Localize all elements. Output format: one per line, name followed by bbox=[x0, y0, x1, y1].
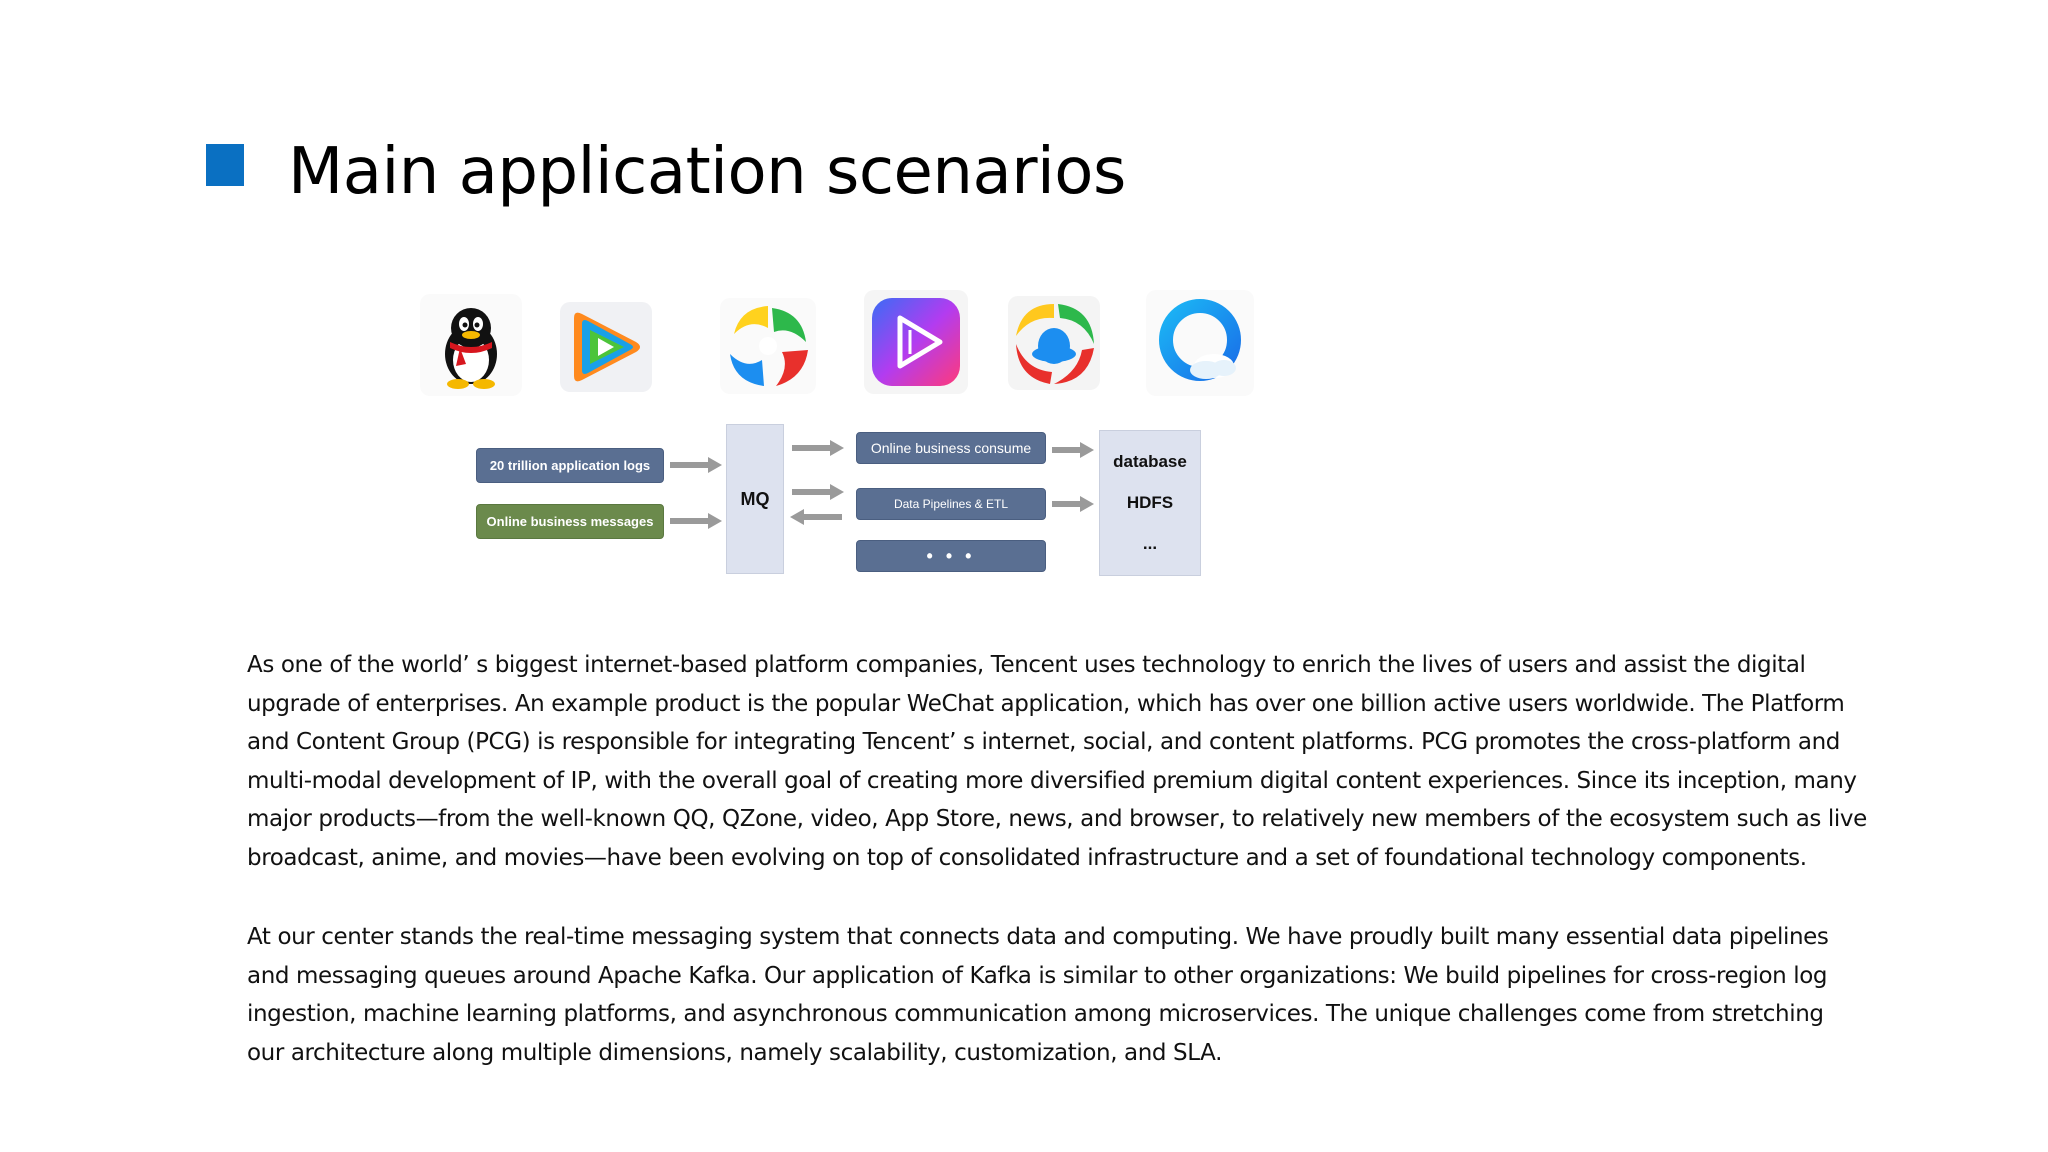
app-store-icon bbox=[720, 298, 816, 394]
arrow-mq-to-online-consume bbox=[792, 439, 844, 457]
weishi-video-icon bbox=[864, 290, 968, 394]
qq-penguin-icon bbox=[420, 294, 522, 396]
storage-hdfs: HDFS bbox=[1126, 493, 1174, 512]
consumer-online-business-consume: Online business consume bbox=[856, 432, 1046, 464]
storage-more: ... bbox=[1142, 534, 1158, 553]
arrow-pipelines-to-storage bbox=[1052, 495, 1094, 513]
consumer-more: • • • bbox=[856, 540, 1046, 572]
arrow-mq-to-pipelines bbox=[792, 483, 844, 501]
title-bullet-square bbox=[206, 144, 244, 186]
qq-browser-icon bbox=[1146, 290, 1254, 396]
mq-column bbox=[726, 424, 784, 574]
tencent-video-icon bbox=[560, 302, 652, 392]
intro-paragraph: As one of the world’ s biggest internet-based platform companies, Tencent uses technology to enrich the lives of users and assist the digital upgrade of enterprises. An example product is the popular WeChat application, which has over one billion active users worldwide. The Platform and Content Group (PCG) is responsible for integrating Tencent’ s internet, social, and content platforms. PCG promotes the cross-platform and multi-modal development of IP, with the overall goal of creating more diversified premium digital content experiences. Since its inception, many major products—from the well-known QQ, QZone, video, App Store, news, and browser, to relatively new members of the ecosystem such as live broadcast, anime, and movies—have been evolving on top of consolidated infrastructure and a set of foundational technology components. bbox=[247, 652, 1867, 871]
arrow-pipelines-to-mq bbox=[790, 508, 842, 526]
input-online-business-messages: Online business messages bbox=[476, 504, 664, 539]
consumer-data-pipelines-etl: Data Pipelines & ETL bbox=[856, 488, 1046, 520]
arrow-messages-to-mq bbox=[670, 512, 722, 530]
arrow-consume-to-storage bbox=[1052, 441, 1094, 459]
page-title: Main application scenarios bbox=[288, 135, 1126, 209]
kafka-paragraph: At our center stands the real-time messaging system that connects data and computing. We have proudly built many essential data pipelines and messaging queues around Apache Kafka. Our application of Kafka is similar to other organizations: We build pipelines for cross-region log ingestion, machine learning platforms, and asynchronous communication among microservices. The unique challenges come from stretching our architecture along multiple dimensions, namely scalability, customization, and SLA. bbox=[247, 924, 1829, 1066]
input-application-logs: 20 trillion application logs bbox=[476, 448, 664, 483]
mq-label: MQ bbox=[740, 488, 770, 509]
tencent-news-icon bbox=[1008, 296, 1100, 390]
storage-database: database bbox=[1113, 452, 1187, 471]
storage-column bbox=[1099, 430, 1201, 576]
arrow-logs-to-mq bbox=[670, 456, 722, 474]
